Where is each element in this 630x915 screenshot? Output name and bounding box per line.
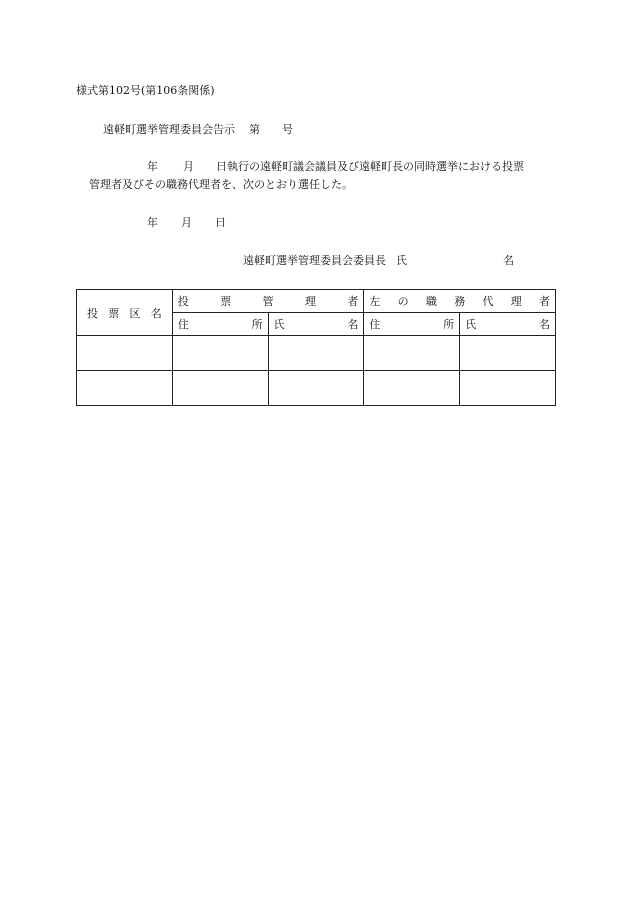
address-char: 所 — [443, 318, 455, 331]
manager-char: 管 — [262, 295, 274, 308]
district-char: 区 — [129, 306, 141, 320]
name-char: 名 — [539, 318, 550, 331]
deputy-char: 左 — [369, 295, 381, 308]
district-cell[interactable] — [77, 336, 173, 371]
address-char: 住 — [369, 318, 381, 331]
deputy-name-cell[interactable] — [460, 336, 556, 371]
date-line — [147, 216, 226, 230]
manager-address-cell[interactable] — [172, 371, 268, 406]
address-char: 所 — [251, 318, 263, 331]
signature-line — [243, 254, 514, 268]
signature-name-suffix: 名 — [503, 254, 514, 267]
name-char: 氏 — [465, 318, 477, 331]
manager-address-header — [172, 313, 268, 336]
body-line-1 — [147, 160, 524, 174]
table-row — [77, 371, 556, 406]
deputy-char: 代 — [482, 295, 494, 308]
district-header-cell — [77, 290, 173, 336]
deputy-char: 務 — [454, 295, 466, 308]
manager-name-header — [268, 313, 364, 336]
notice-number-suffix: 号 — [282, 123, 293, 136]
manager-name-cell[interactable] — [268, 371, 364, 406]
manager-char: 投 — [177, 295, 189, 308]
deputy-address-header — [364, 313, 460, 336]
deputy-char: 理 — [510, 295, 522, 308]
district-char: 名 — [150, 306, 162, 320]
signature-title: 遠軽町選挙管理委員会委員長 — [243, 254, 386, 267]
body-month: 月 — [183, 160, 194, 173]
date-day: 日 — [215, 216, 226, 229]
district-cell[interactable] — [77, 371, 173, 406]
deputy-char: 者 — [538, 295, 550, 308]
date-month: 月 — [181, 216, 192, 229]
manager-char: 票 — [220, 295, 232, 308]
deputy-char: の — [397, 295, 409, 308]
date-year: 年 — [147, 216, 158, 229]
body-line-2: 管理者及びその職務代理者を、次のとおり選任した。 — [89, 178, 353, 191]
manager-header-cell — [172, 290, 364, 313]
deputy-header-cell — [364, 290, 556, 313]
notice-heading — [103, 123, 293, 137]
district-char: 票 — [108, 306, 120, 320]
deputy-char: 職 — [425, 295, 437, 308]
deputy-address-cell[interactable] — [364, 336, 460, 371]
manager-char: 者 — [347, 295, 359, 308]
name-char: 名 — [347, 318, 359, 331]
name-char: 氏 — [273, 318, 285, 331]
deputy-name-header — [460, 313, 556, 336]
deputy-name-cell[interactable] — [460, 371, 556, 406]
district-char: 投 — [87, 306, 98, 320]
manager-char: 理 — [304, 295, 316, 308]
signature-name-prefix: 氏 — [396, 254, 407, 267]
table-row — [77, 336, 556, 371]
appointment-table — [76, 289, 556, 406]
manager-name-cell[interactable] — [268, 336, 364, 371]
address-char: 住 — [177, 318, 189, 331]
notice-number-prefix: 第 — [249, 123, 260, 136]
deputy-address-cell[interactable] — [364, 371, 460, 406]
manager-address-cell[interactable] — [172, 336, 268, 371]
body-year: 年 — [147, 160, 158, 173]
table-header-row — [77, 290, 556, 313]
body-line-1-text: 日執行の遠軽町議会議員及び遠軽町長の同時選挙における投票 — [216, 160, 524, 173]
notice-title: 遠軽町選挙管理委員会告示 — [103, 123, 235, 136]
form-number: 様式第102号(第106条関係) — [76, 84, 215, 97]
